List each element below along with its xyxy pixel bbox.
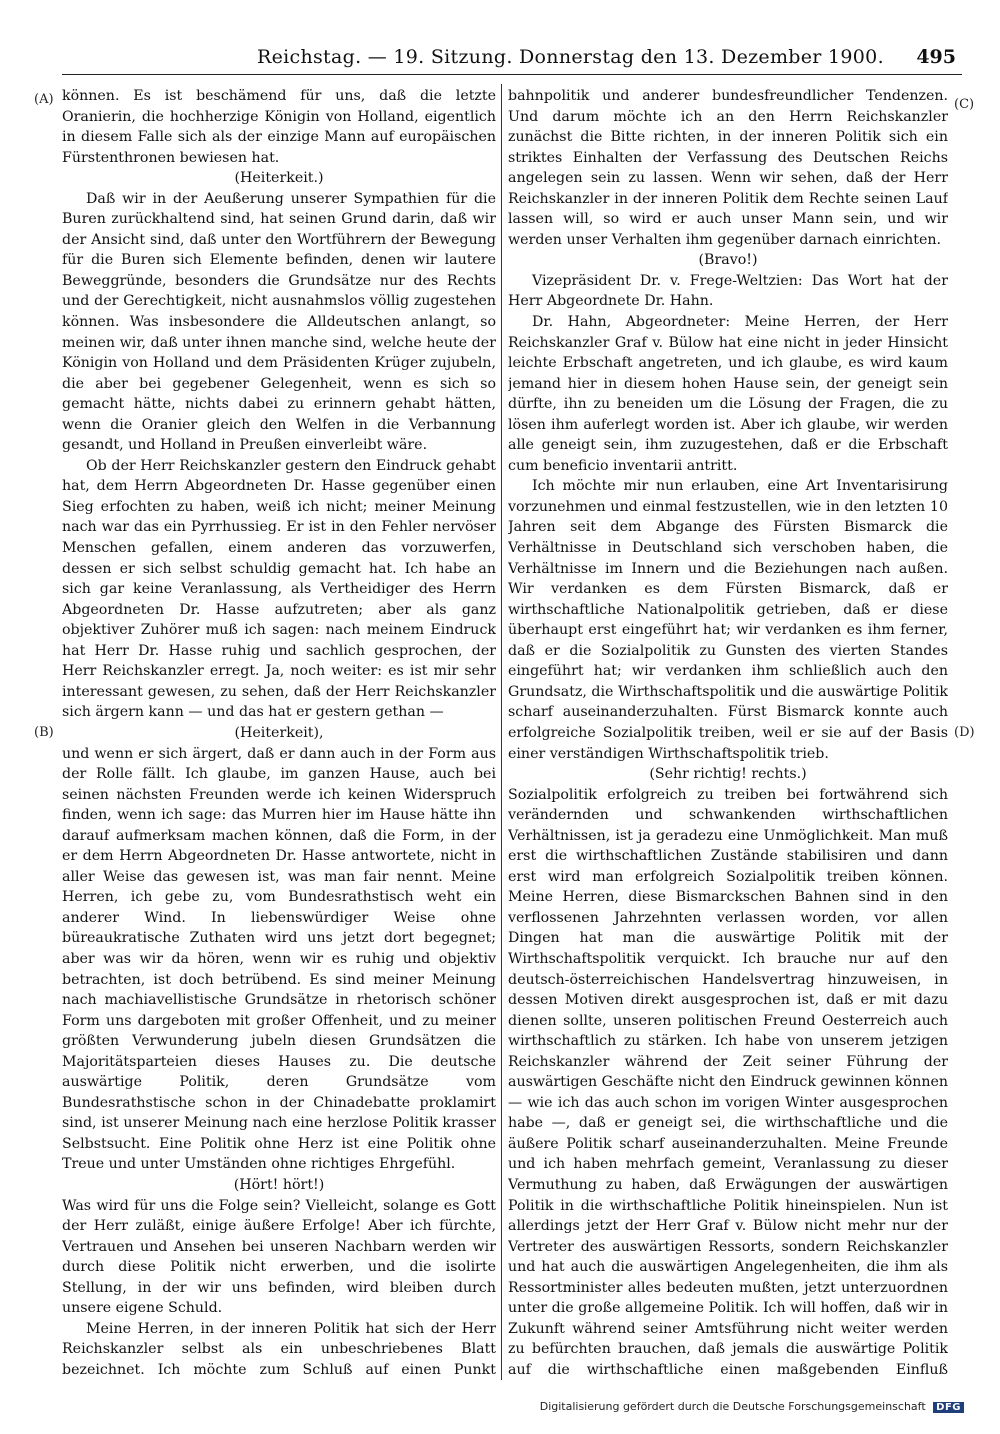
- paragraph: bahnpolitik und anderer bundesfreundlicher Tendenzen. Und darum möchte ich an den Herrn Reichskanzler zunächst die Bitte richten, in der inneren Politik sich ein striktes Einhalten der Verfassung des Deutschen Reichs angelegen sein zu lassen. Wenn wir sehen, daß der Herr Reichskanzler in der inneren Politik dem Rechte seinen Lauf lassen will, so wird er auch unser Mann sein, und wir werden unser Verhalten ihm gegenüber darnach einrichten.: [508, 88, 948, 248]
- interjection: (Hört! hört!): [233, 1176, 325, 1193]
- digitization-footer: [540, 1400, 964, 1413]
- speaker-paragraph: Vizepräsident Dr. v. Frege-Weltzien: Das Wort hat der Herr Abgeordnete Dr. Hahn.: [508, 272, 948, 310]
- interjection: (Sehr richtig! rechts.): [649, 766, 807, 783]
- interjection: (Heiterkeit),: [234, 724, 324, 741]
- paragraph: Ich möchte mir nun erlauben, eine Art Inventarisirung vorzunehmen und einmal festzustellen, wie in den letzten 10 Jahren seit dem Abgange des Fürsten Bismarck die Verhältnisse in Deutschland sich verschoben haben, die Verhältnisse im Innern und die Beziehungen nach außen. Wir verdanken es dem Fürsten Bismarck, daß er wirthschaftliche Nationalpolitik getrieben, daß er diese überhaupt erst eingeführt hat; wir verdanken es ihm ferner, daß er die Sozialpolitik zu Gunsten des vierten Standes eingeführt hat; wir verdanken ihm schließlich auch den Grundsatz, die Wirthschaftspolitik und die auswärtige Politik scharf auseinanderzuhalten. Fürst Bismarck konnte auch erfolgreiche Sozialpolitik treiben, weil er sie auf der Basis einer verständigen Wirthschaftspolitik trieb.: [508, 478, 948, 762]
- margin-marker-d: (D): [954, 725, 975, 740]
- speaker-paragraph: Dr. Hahn, Abgeordneter: Meine Herren, der Herr Reichskanzler Graf v. Bülow hat eine nicht in jeder Hinsicht leichte Erbschaft angetreten, und ich glaube, es wird kaum jemand hier in diesem hohen Hause sein, der geneigt sein dürfte, ihn zu beneiden um die Lösung der Fragen, die zu lösen ihm auferlegt worden ist. Aber ich glaube, wir werden alle geneigt sein, ihm zuzugestehen, daß er die Erbschaft cum beneficio inventarii antritt.: [508, 314, 948, 474]
- paragraph: Sozialpolitik erfolgreich zu treiben bei fortwährend sich verändernden und schwankenden wirthschaftlichen Verhältnissen, ist ja geradezu eine Unmöglichkeit. Man muß erst die wirthschaftlichen Zustände stabilisiren und dann erst wird man erfolgreich Sozialpolitik treiben können. Meine Herren, diese Bismarckschen Bahnen sind in den verflossenen Jahrzehnten verlassen worden, vor allen Dingen hat man die auswärtige Politik mit der Wirthschaftspolitik verquickt. Ich brauche nur auf den deutsch-österreichischen Handelsvertrag hinzuweisen, in dessen Motiven direkt ausgesprochen ist, daß er mit dazu dienen sollte, unseren politischen Freund Oesterreich auch wirthschaftlich zu stärken. Ich habe von unserem jetzigen Reichskanzler während der Zeit seiner Führung der auswärtigen Geschäfte nicht den Eindruck gewinnen können — wie ich das auch schon im vorigen Winter ausgesprochen habe —, daß er geneigt sei, die wirthschaftliche und die äußere Politik scharf auseinanderzuhalten. Meine Freunde und ich haben mehrfach gemeint, Veranlassung zu dieser Vermuthung zu haben, daß Erwägungen der auswärtigen Politik in die wirthschaftliche Politik hineinspielen. Nun ist allerdings jetzt der Herr Graf v. Bülow nicht mehr nur der Vertreter des auswärtigen Ressorts, sondern Reichskanzler und hat auch die auswärtigen Angelegenheiten, die ihm als Ressortminister alles bedeuten mußten, jetzt unterzuordnen unter die große allgemeine Politik. Ich will hoffen, daß wir in Zukunft während seiner Amtsführung nicht weiter werden zu befürchten brauchen, daß jemals die auswärtige Politik auf die wirthschaftliche einen maßgebenden Einfluß: [508, 786, 948, 1378]
- header-title: Reichstag. — 19. Sitzung. Donnerstag den 13. Dezember 1900.: [257, 46, 884, 68]
- page-number: 495: [916, 46, 956, 68]
- paragraph: Daß wir in der Aeußerung unserer Sympathien für die Buren zurückhaltend sind, hat seinen Grund darin, daß wir der Ansicht sind, daß unter den Wortführern der Bewegung für die Buren sich Elemente befinden, denen wir lautere Beweggründe, besonders die Grundsätze nur des Rechts und der Gerechtigkeit, nicht ausnahmslos völlig zugestehen können. Was insbesondere die Alldeutschen anlangt, so meinen wir, daß unter ihnen manche sind, welche heute der Königin von Holland und dem Präsidenten Krüger zujubeln, die aber bei gegebener Gelegenheit, wenn es sich so gemacht hätte, nichts dabei zu erinnern gehabt hätten, wenn die Oranier gleich den Welfen in die Verbannung gesandt, und Holland in Preußen einverleibt wäre.: [62, 190, 496, 454]
- dfg-logo: DFG: [933, 1402, 964, 1413]
- margin-marker-b: (B): [34, 725, 54, 740]
- margin-marker-a: (A): [34, 92, 54, 107]
- right-column: [508, 86, 948, 1378]
- interjection: (Heiterkeit.): [234, 170, 324, 187]
- paragraph: Ob der Herr Reichskanzler gestern den Eindruck gehabt hat, dem Herrn Abgeordneten Dr. Hasse gegenüber einen Sieg erfochten zu haben, weiß ich nicht; meiner Meinung nach war das ein Pyrrhussieg. Er ist in den Fehler nervöser Menschen gefallen, einem anderen das vorzuwerfen, dessen er sich selbst schuldig gemacht hat. Ich habe an sich gar keine Veranlassung, als Vertheidiger des Herrn Abgeordneten Dr. Hasse aufzutreten; aber als ganz objektiver Zuhörer muß ich sagen: nach meinem Eindruck hat Herr Dr. Hasse ruhig und sachlich gesprochen, der Herr Reichskanzler erregt. Ja, noch weiter: es ist mir sehr interessant gewesen, zu sehen, daß der Herr Reichskanzler sich ärgern kann — und das hat er gestern gethan —: [62, 457, 496, 721]
- margin-marker-c: (C): [954, 97, 975, 112]
- left-column: [62, 86, 496, 1378]
- paragraph: und wenn er sich ärgert, daß er dann auch in der Form aus der Rolle fällt. Ich glaube, im ganzen Hause, auch bei seinen nächsten Freunden werde ich keinen Widerspruch finden, wenn ich sage: das Murren hier im Hause hätte ihn darauf aufmerksam machen können, daß die Form, in der er dem Herrn Abgeordneten Dr. Hasse antwortete, nicht in aller Weise das gewesen ist, was man fair nennt. Meine Herren, ich gebe zu, vom Bundesrathstisch weht ein anderer Wind. In liebenswürdiger Weise ohne büreaukratische Zuthaten wird uns jetzt dort begegnet; aber was wir da hören, wenn wir es ruhig und objektiv betrachten, ist doch betrübend. Es sind meiner Meinung nach machiavellistische Grundsätze in rhetorisch schöner Form uns dargeboten mit großer Offenheit, und zu meiner größten Verwunderung jubeln diesen Grundsätzen die Majoritätsparteien dieses Hauses zu. Die deutsche auswärtige Politik, deren Grundsätze vom Bundesrathstische schon in der Chinadebatte proklamirt sind, ist unserer Meinung nach eine herzlose Politik krasser Selbstsucht. Eine Politik ohne Herz ist eine Politik ohne Treue und unter Umständen ohne richtiges Ehrgefühl.: [62, 745, 496, 1173]
- paragraph: Was wird für uns die Folge sein? Vielleicht, solange es Gott der Herr zuläßt, einige äußere Erfolge! Aber ich fürchte, Vertrauen und Ansehen bei unseren Nachbarn werden wir durch diese Politik nicht erwerben, und die isolirte Stellung, in der wir uns befinden, wird bleiben durch unsere eigene Schuld.: [62, 1197, 496, 1317]
- running-header: [62, 40, 962, 75]
- footer-text: Digitalisierung gefördert durch die Deutsche Forschungsgemeinschaft: [539, 1400, 926, 1413]
- paragraph: können. Es ist beschämend für uns, daß die letzte Oranierin, die hochherzige Königin von Holland, eigentlich in diesem Falle sich als der einzige Mann auf europäischen Fürstenthronen bewiesen hat.: [62, 88, 496, 166]
- interjection: (Bravo!): [698, 252, 758, 269]
- paragraph: Meine Herren, in der inneren Politik hat sich der Herr Reichskanzler selbst als ein unbeschriebenes Blatt bezeichnet. Ich möchte zum Schluß auf einen Punkt: [62, 1320, 496, 1378]
- column-divider: [501, 84, 502, 1380]
